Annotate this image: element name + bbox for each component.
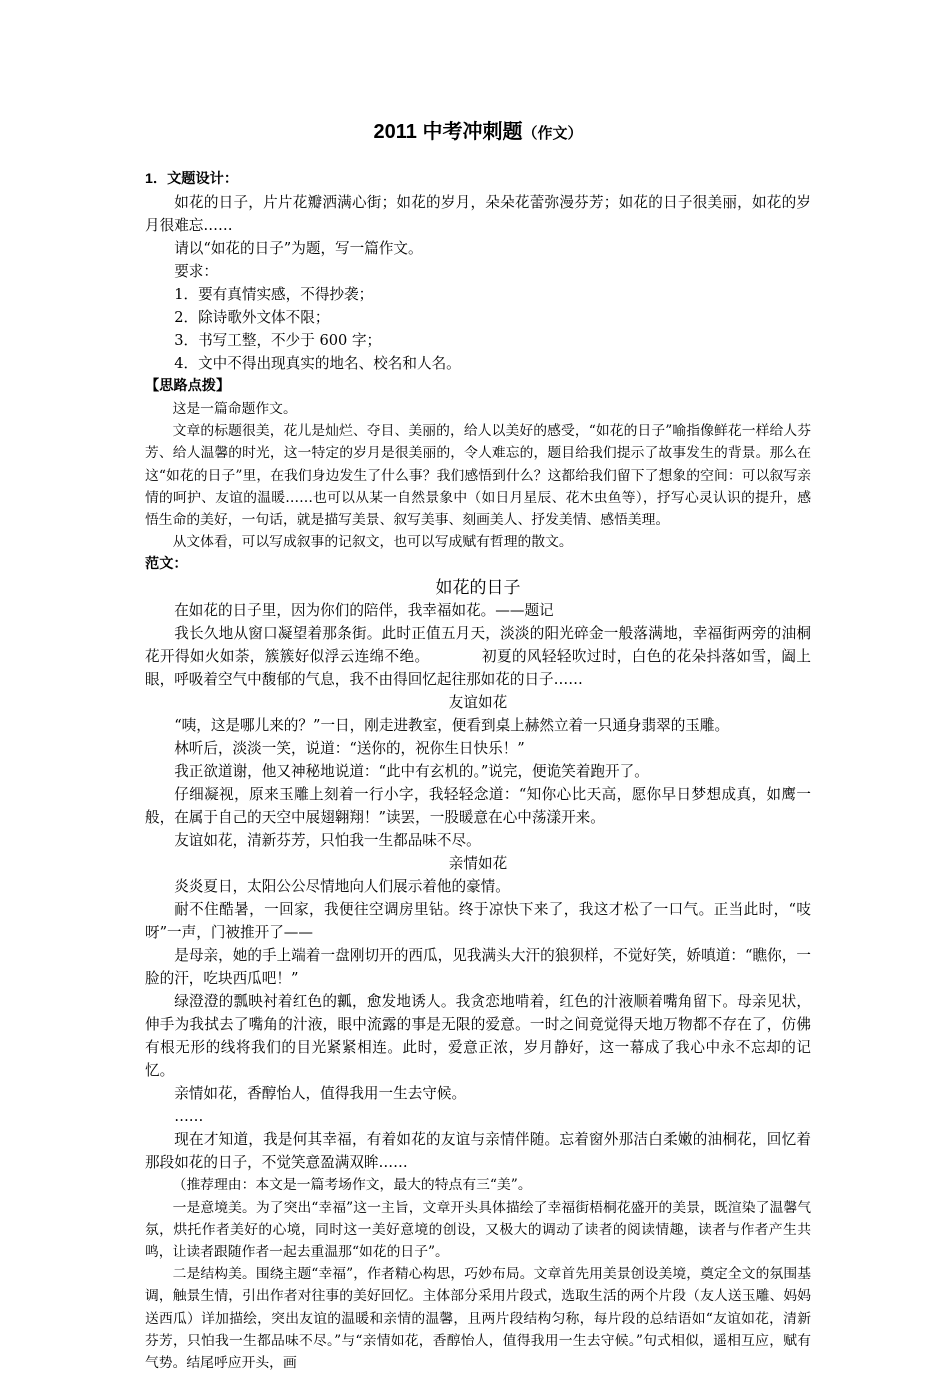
essay-paragraph: 林听后，淡淡一笑，说道：“送你的，祝你生日快乐！” [174, 740, 525, 758]
section-title-friendship: 友谊如花 [448, 694, 508, 712]
hint-paragraph: 这是一篇命题作文。 [172, 401, 297, 417]
title-main: 2011 中考冲刺题 [373, 121, 523, 143]
essay-paragraph: 是母亲，她的手上端着一盘刚切开的西瓜，见我满头大汗的狼狈样，不觉好笑，娇嗔道：“瞧你，一脸的汗，吃块西瓜吧！” [145, 947, 811, 988]
essay-paragraph: 亲情如花，香醇怡人，值得我用一生去守候。 [174, 1085, 467, 1103]
document-title [145, 118, 811, 148]
hint-paragraph: 文章的标题很美，花儿是灿烂、夺目、美丽的，给人以美好的感受，“如花的日子”喻指像鲜花一样给人芬芳、给人温馨的时光，这一特定的岁月是很美丽的，令人难忘的，题目给我们提示了故事发生的背景。那么在这“如花的日子”里，在我们身边发生了什么事？我们感悟到什么？这都给我们留下了想象的空间：可以叙写亲情的呵护、友谊的温暖……也可以从某一自然景象中（如日月星辰、花木虫鱼等），抒写心灵认识的提升，感悟生命的美好，一句话，就是描写美景、叙写美事、刻画美人、抒发美情、感悟美理。 [145, 423, 811, 529]
requirements-label: 要求： [174, 263, 218, 280]
requirement-item: 3．书写工整，不少于 600 字； [174, 332, 382, 349]
q1-task: 请以“如花的日子”为题，写一篇作文。 [174, 240, 423, 257]
requirement-item: 2．除诗歌外文体不限； [174, 309, 330, 326]
essay-paragraph: “咦，这是哪儿来的？”一日，刚走进教室，便看到桌上赫然立着一只通身翡翠的玉雕。 [174, 717, 730, 735]
essay-paragraph: 绿澄澄的瓢映衬着红色的瓤，愈发地诱人。我贪恋地啃着，红色的汁液顺着嘴角留下。母亲见状，伸手为我拭去了嘴角的汁液，眼中流露的事是无限的爱意。一时之间竟觉得天地万物都不存在了，仿佛有根无形的线将我们的目光紧紧相连。此时，爱意正浓，岁月静好，这一幕成了我心中永不忘却的记忆。 [145, 993, 811, 1080]
essay-paragraph: 炎炎夏日，太阳公公尽情地向人们展示着他的豪情。 [174, 878, 510, 896]
essay-title: 如花的日子 [435, 578, 521, 598]
essay-ellipsis: …… [174, 1108, 204, 1126]
essay-paragraph: 友谊如花，清新芬芳，只怕我一生都品味不尽。 [174, 832, 481, 850]
hint-paragraph: 从文体看，可以写成叙事的记叙文，也可以写成赋有哲理的散文。 [172, 534, 573, 551]
sample-heading: 范文： [145, 556, 188, 573]
title-sub: （作文） [522, 125, 583, 142]
requirement-item: 1．要有真情实感，不得抄袭； [174, 286, 374, 303]
document-page [145, 118, 811, 1374]
requirement-item: 4．文中不得出现真实的地名、校名和人名。 [174, 355, 461, 372]
comment-paragraph: 二是结构美。围绕主题“幸福”，作者精心构思，巧妙布局。文章首先用美景创设美境，奠定全文的氛围基调，触景生情，引出作者对往事的美好回忆。主体部分采用片段式，选取生活的两个片段（友人送玉雕、妈妈送西瓜）详加描绘，突出友谊的温暖和亲情的温馨，且两片段结构匀称，每片段的总结语如“友谊如花，清新芬芳，只怕我一生都品味不尽。”与“亲情如花，香醇怡人，值得我用一生去守候。”句式相似，遥相互应，赋有气势。结尾呼应开头，画 [145, 1266, 811, 1372]
comment-paragraph: （推荐理由：本文是一篇考场作文，最大的特点有三“美”。 [172, 1177, 532, 1194]
essay-paragraph: 我长久地从窗口凝望着那条街。此时正值五月天，淡淡的阳光碎金一般落满地，幸福街两旁的油桐花开得如火如荼，簇簇好似浮云连绵不绝。 初夏的风轻轻吹过时，白色的花朵抖落如雪，阖上眼，呼吸着空气中馥郁的气息，我不由得回忆起往那如花的日子…… [145, 625, 811, 689]
essay-paragraph: 我正欲道谢，他又神秘地说道：“此中有玄机的。”说完，便诡笑着跑开了。 [174, 763, 649, 781]
essay-paragraph: 耐不住酷暑，一回家，我便往空调房里钻。终于凉快下来了，我这才松了一口气。正当此时，“吱呀”一声，门被推开了—— [145, 901, 811, 942]
q1-heading: 1．文题设计： [145, 171, 239, 187]
hint-heading: 【思路点拨】 [145, 378, 231, 394]
essay-paragraph: 现在才知道，我是何其幸福，有着如花的友谊与亲情伴随。忘着窗外那洁白柔嫩的油桐花，回忆着那段如花的日子，不觉笑意盈满双眸…… [145, 1131, 811, 1172]
q1-intro: 如花的日子，片片花瓣洒满心街；如花的岁月，朵朵花蕾弥漫芬芳；如花的日子很美丽，如花的岁月很难忘…… [145, 194, 811, 234]
essay-paragraph: 仔细凝视，原来玉雕上刻着一行小字，我轻轻念道：“知你心比天高，愿你早日梦想成真，如鹰一般，在属于自己的天空中展翅翱翔！”读罢，一股暖意在心中荡漾开来。 [145, 786, 811, 827]
essay-epigraph: 在如花的日子里，因为你们的陪伴，我幸福如花。——题记 [174, 602, 554, 620]
comment-paragraph: 一是意境美。为了突出“幸福”这一主旨，文章开头具体描绘了幸福街梧桐花盛开的美景，既渲染了温馨气氛，烘托作者美好的心境，同时这一美好意境的创设，又极大的调动了读者的阅读情趣，读者与作者产生共鸣，让读者跟随作者一起去重温那“如花的日子”。 [145, 1199, 811, 1261]
section-title-family: 亲情如花 [448, 855, 508, 873]
